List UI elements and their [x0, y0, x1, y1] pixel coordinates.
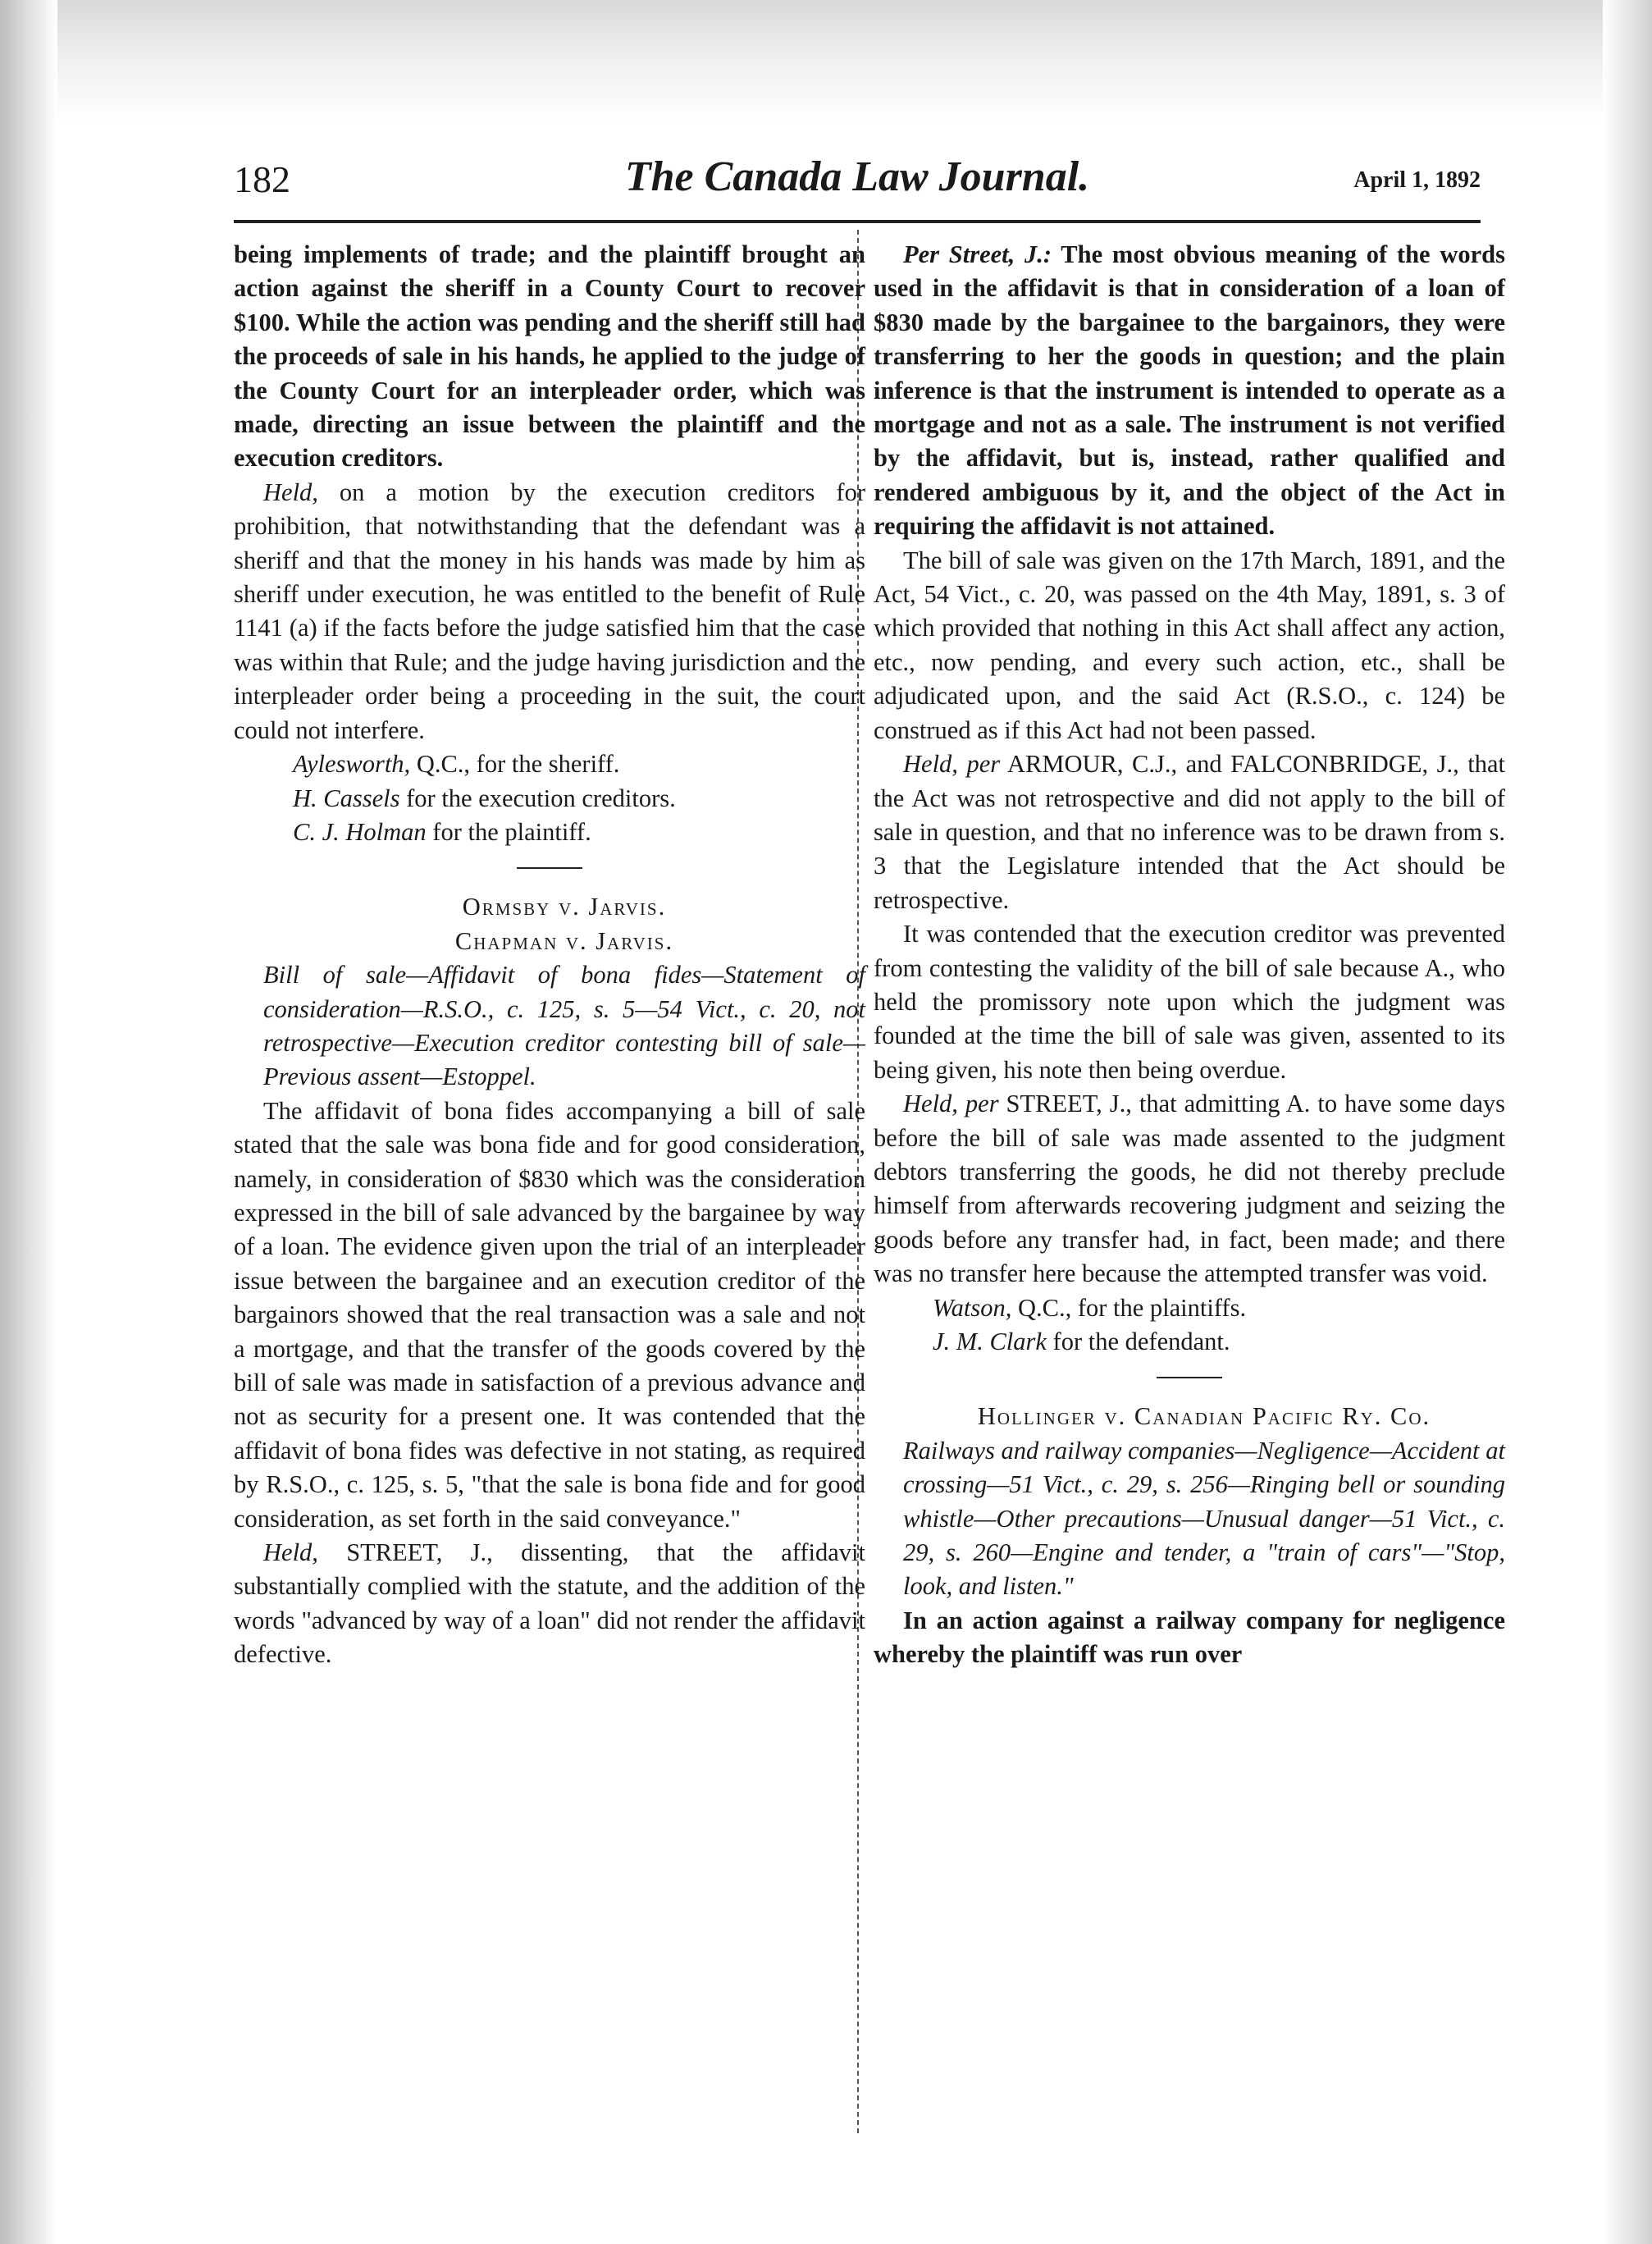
paragraph: [234, 1536, 865, 1672]
scan-shadow-right: [1603, 0, 1652, 2244]
counsel-line: [874, 1325, 1505, 1359]
paragraph-text: STREET, J., that admitting A. to have some days before the bill of sale was made assented to the judgment debtors transferring the goods, he did not thereby preclude himself from afterwards recovering judgment and seizing the goods before any transfer had, in fact, been made; and there was no transfer here because the attempted transfer was void.: [874, 1090, 1505, 1288]
scan-shadow-top: [0, 0, 1652, 123]
counsel-name: Watson,: [933, 1293, 1012, 1322]
counsel-name: J. M. Clark: [933, 1328, 1047, 1355]
case-title: Hollinger v. Canadian Pacific Ry. Co.: [977, 1402, 1431, 1431]
page-number: 182: [234, 158, 290, 200]
case-title: Ormsby v. Jarvis.: [462, 893, 667, 921]
paragraph: being implements of trade; and the plaintiff brought an action against the sheriff in a County Court to recover $100. While the action was pending and the sheriff still had the proceeds of sale in his hands, he applied to the judge of the County Court for an interpleader order, which was made, directing an issue between the plaintiff and the execution creditors.: [234, 240, 865, 473]
page-header: [234, 153, 1481, 210]
counsel-name: Aylesworth,: [293, 750, 411, 779]
counsel-line: [234, 747, 865, 781]
counsel-line: [234, 816, 865, 849]
header-rule: [234, 220, 1481, 223]
paragraph: The bill of sale was given on the 17th March, 1891, and the Act, 54 Vict., c. 20, was passed on the 4th May, 1891, s. 3 of which provided that nothing in this Act shall affect any action, etc., now pending, and every such action, etc., shall be adjudicated upon, and the said Act (R.S.O., c. 124) be construed as if this Act had not been passed.: [874, 546, 1505, 744]
right-column: [874, 238, 1505, 2191]
paragraph-text: ARMOUR, C.J., and FALCONBRIDGE, J., that the Act was not retrospective and did not apply to the bill of sale in question, and that no inference was to be drawn from s. 3 that the Legislature intended that the Act should be retrospective.: [874, 750, 1505, 914]
per-label: Per Street, J.:: [903, 240, 1052, 268]
headnote-text: Bill of sale—Affidavit of bona fides—Statement of consideration—R.S.O., c. 125, s. 5—54 Vict., c. 20, not retrospective—Execution creditor contesting bill of sale—Previous assent—Estoppel.: [263, 961, 865, 1091]
counsel-role: Q.C., for the plaintiffs.: [1011, 1293, 1247, 1322]
paragraph-text: STREET, J., dissenting, that the affidavit substantially complied with the statute, and the addition of the words "advanced by way of a loan" did not render the affidavit defective.: [234, 1538, 865, 1669]
paragraph: [234, 476, 865, 747]
counsel-name: C. J. Holman: [293, 817, 427, 846]
paragraph-text: on a motion by the execution creditors for prohibition, that notwithstanding that the defendant was a sheriff and that the money in his hands was made by him as sheriff under execution, he was entitled to the benefit of Rule 1141 (a) if the facts before the judge satisfied him that the case was within that Rule; and the judge having jurisdiction and the interpleader order being a proceeding in the suit, the court could not interfere.: [234, 478, 865, 744]
case-title: Chapman v. Jarvis.: [454, 926, 674, 955]
held-label: Held, per: [903, 1090, 999, 1118]
counsel-role: for the execution creditors.: [399, 784, 676, 812]
paragraph: In an action against a railway company for negligence whereby the plaintiff was run over: [874, 1606, 1505, 1669]
left-column: [234, 238, 865, 2191]
counsel-role: Q.C., for the sheriff.: [410, 750, 620, 779]
counsel-line: [874, 1291, 1505, 1325]
paragraph-text: The most obvious meaning of the words used in the affidavit is that in consideration of a loan of $830 made by the bargainee to the bargainors, they were transferring to her the goods in question; and the plain inference is that the instrument is intended to operate as a mortgage and not as a sale. The instrument is not verified by the affidavit, but is, instead, rather qualified and rendered ambiguous by it, and the object of the Act in requiring the affidavit is not attained.: [874, 240, 1505, 541]
paragraph: [874, 747, 1505, 917]
case-separator: [517, 867, 582, 869]
journal-title: The Canada Law Journal.: [624, 153, 1090, 200]
counsel-name: H. Cassels: [293, 784, 400, 812]
paragraph: The affidavit of bona fides accompanying a bill of sale stated that the sale was bona fide and for good consideration, namely, in consideration of $830 which was the consideration expressed in the bill of sale advanced by the bargainee by way of a loan. The evidence given upon the trial of an interpleader issue between the bargainee and an execution creditor of the bargainors showed that the real transaction was a sale and not a mortgage, and that the transfer of the goods covered by the bill of sale was made in satisfaction of a previous advance and not as security for a present one. It was contended that the affidavit of bona fides was defective in not stating, as required by R.S.O., c. 125, s. 5, "that the sale is bona fide and for good consideration, as set forth in the said conveyance.": [234, 1096, 865, 1533]
headnote-text: Railways and railway companies—Negligence—Accident at crossing—51 Vict., c. 29, s. 256—Ringing bell or sounding whistle—Other precautions—Unusual danger—51 Vict., c. 29, s. 260—Engine and tender, a "train of cars"—"Stop, look, and listen.": [903, 1436, 1505, 1601]
headnote: [234, 958, 865, 1095]
held-label: Held,: [263, 478, 318, 506]
held-label: Held,: [263, 1538, 318, 1567]
case-separator: [1157, 1377, 1222, 1378]
scan-shadow-left: [0, 0, 57, 2244]
issue-date: April 1, 1892: [1353, 167, 1481, 193]
counsel-role: for the defendant.: [1046, 1328, 1230, 1355]
held-label: Held, per: [903, 750, 1001, 779]
paragraph: [874, 238, 1505, 544]
headnote: [874, 1434, 1505, 1604]
paragraph: [874, 1087, 1505, 1291]
counsel-line: [234, 782, 865, 816]
counsel-role: for the plaintiff.: [426, 817, 591, 846]
paragraph: It was contended that the execution creditor was prevented from contesting the validity of the bill of sale because A., who held the promissory note upon which the judgment was founded at the time the bill of sale was given, assented to its being given, his note then being overdue.: [874, 920, 1505, 1084]
